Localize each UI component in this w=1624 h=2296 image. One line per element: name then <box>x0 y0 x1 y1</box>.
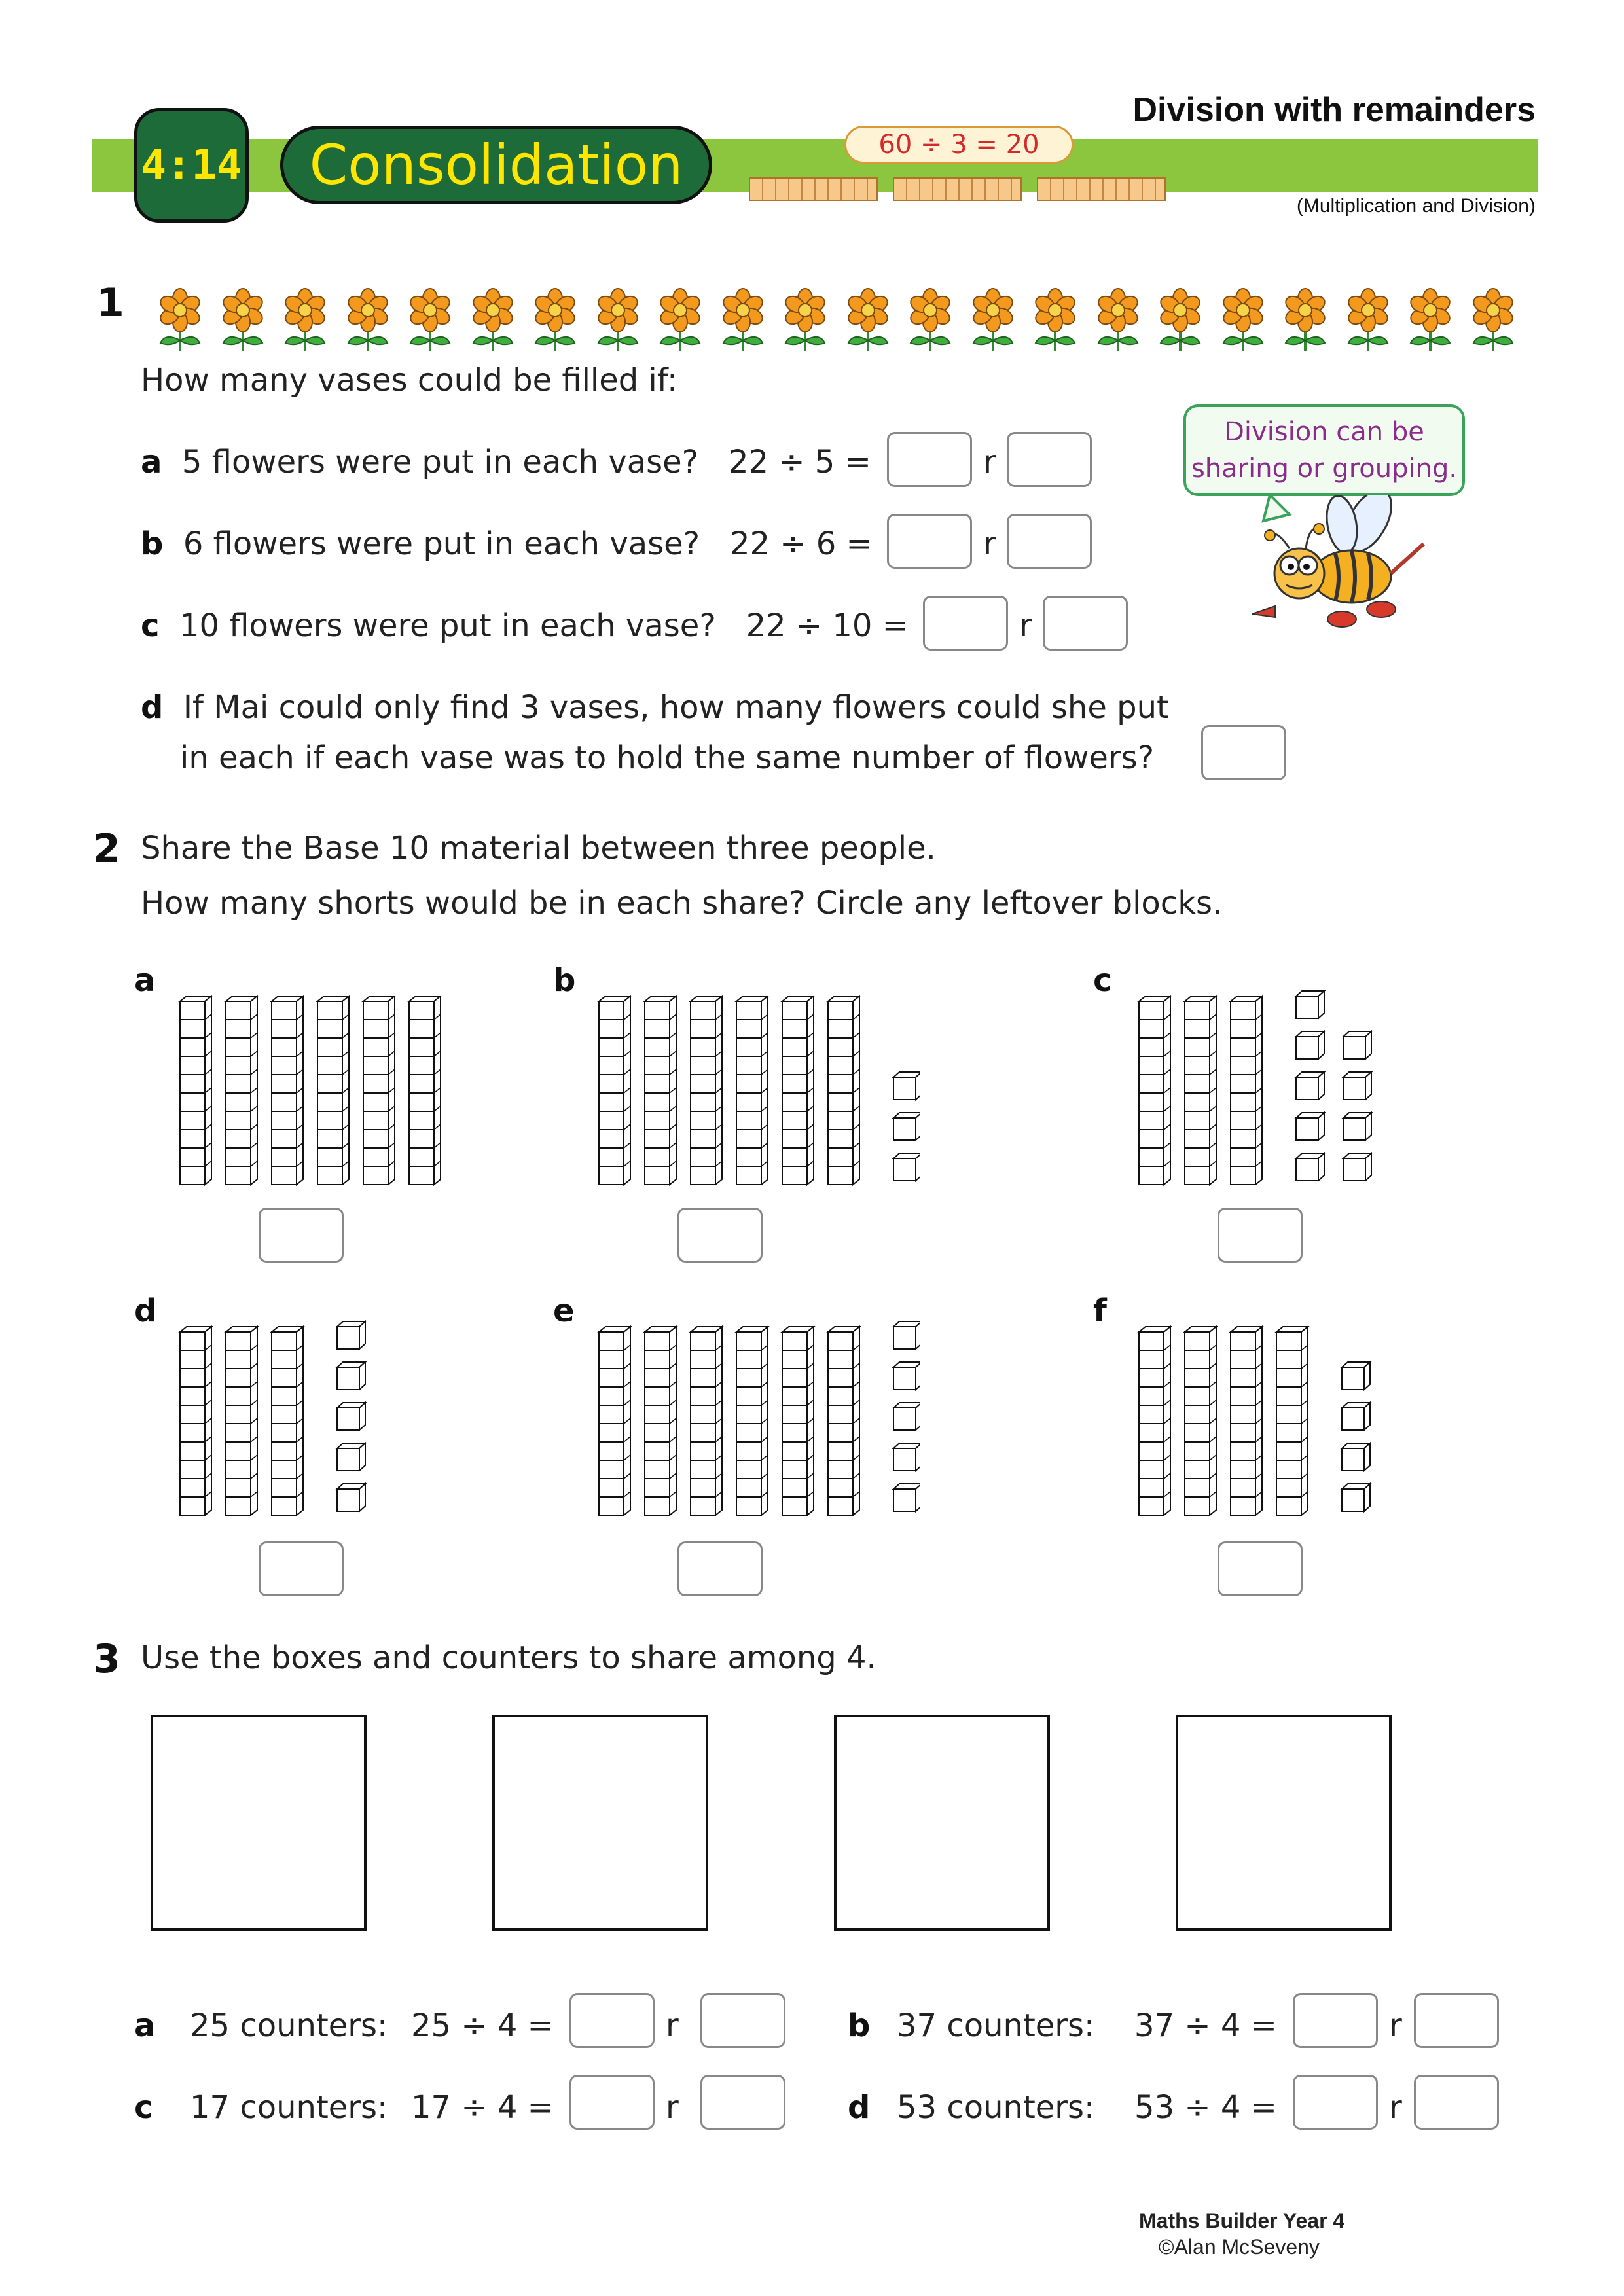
base10-long <box>828 1327 859 1515</box>
flower-icon <box>1464 288 1523 353</box>
q1c-equation: 22 ÷ 10 = <box>746 607 909 644</box>
base10-cube <box>893 1484 920 1511</box>
base10-long <box>1231 1327 1262 1515</box>
q3b-quotient-box[interactable] <box>1293 1993 1378 2048</box>
flower-icon <box>338 288 397 353</box>
item-letter: b <box>848 2007 871 2044</box>
base10-cube <box>1296 1113 1324 1140</box>
q3a-label: 25 counters: <box>190 2007 388 2044</box>
q1-prompt: How many vases could be filled if: <box>141 362 678 399</box>
item-letter: d <box>848 2089 871 2126</box>
flower-icon <box>151 288 209 353</box>
q1a-quotient-box[interactable] <box>887 432 972 487</box>
q1b-row <box>141 526 873 562</box>
item-letter: f <box>1093 1293 1107 1329</box>
base10-long <box>1185 1327 1216 1515</box>
base10-cube <box>893 1403 920 1430</box>
remainder-label: r <box>1389 2089 1402 2126</box>
flower-icon <box>1214 288 1272 353</box>
flower-icon <box>1089 288 1147 353</box>
q3d-equation: 53 ÷ 4 = <box>1134 2089 1277 2126</box>
q1c-remainder-box[interactable] <box>1043 596 1128 651</box>
base10-long <box>180 996 211 1185</box>
base10-cube <box>337 1403 365 1430</box>
q1d-text-line1: If Mai could only find 3 vases, how many flowers could she put <box>183 689 1169 726</box>
flower-icon <box>964 288 1022 353</box>
base10-long <box>691 1327 722 1515</box>
base10-cube <box>893 1321 920 1349</box>
share-answer-box[interactable] <box>677 1208 763 1263</box>
base10-cube <box>1343 1031 1371 1059</box>
item-letter: e <box>553 1293 575 1329</box>
base10-long <box>1276 1327 1308 1515</box>
remainder-label: r <box>1019 607 1032 644</box>
base10-long <box>736 996 768 1185</box>
base10-cube <box>1343 1072 1371 1100</box>
base10-cube <box>337 1321 365 1349</box>
base10-long <box>317 996 349 1185</box>
tip-line-2: sharing or grouping. <box>1191 454 1458 484</box>
base10-blocks <box>592 975 920 1191</box>
base10-cube <box>337 1362 365 1390</box>
q1d-answer-box[interactable] <box>1201 725 1286 780</box>
share-box-4[interactable] <box>1176 1715 1392 1931</box>
q1a-equation: 22 ÷ 5 = <box>728 444 871 480</box>
remainder-label: r <box>983 444 996 480</box>
question-number: 2 <box>93 826 120 872</box>
base10-cube <box>1342 1484 1370 1511</box>
flower-icon <box>276 288 334 353</box>
base10-long <box>645 1327 676 1515</box>
example-equation: 60 ÷ 3 = 20 <box>844 126 1074 164</box>
q2-line1: Share the Base 10 material between three people. <box>141 830 936 867</box>
base10-long <box>782 996 814 1185</box>
base10-cube <box>1343 1113 1371 1140</box>
q3c-remainder-box[interactable] <box>700 2075 785 2130</box>
item-letter: a <box>134 2007 156 2044</box>
base10-cube <box>1343 1153 1371 1181</box>
remainder-label: r <box>983 526 996 562</box>
q3d-remainder-box[interactable] <box>1414 2075 1499 2130</box>
bee-mascot-icon <box>1244 495 1453 645</box>
tip-speech-bubble <box>1183 404 1465 496</box>
base10-long <box>409 996 441 1185</box>
q3b-equation: 37 ÷ 4 = <box>1134 2007 1277 2044</box>
remainder-label: r <box>666 2089 679 2126</box>
flower-icon <box>651 288 710 353</box>
share-answer-box[interactable] <box>1218 1541 1303 1596</box>
remainder-label: r <box>666 2007 679 2044</box>
base10-blocks <box>1132 975 1460 1191</box>
item-letter: c <box>1093 962 1112 999</box>
base10-cube <box>893 1153 920 1181</box>
share-answer-box[interactable] <box>259 1541 344 1596</box>
q1d-line1 <box>141 689 1169 726</box>
share-answer-box[interactable] <box>259 1208 344 1263</box>
q3a-remainder-box[interactable] <box>700 1993 785 2048</box>
q3c-quotient-box[interactable] <box>569 2075 655 2130</box>
base10-longs-icon <box>746 171 1172 203</box>
base10-long <box>226 996 257 1185</box>
base10-long <box>1185 996 1216 1185</box>
item-letter: b <box>141 526 164 562</box>
item-letter: d <box>134 1293 157 1329</box>
remainder-label: r <box>1389 2007 1402 2044</box>
flower-icon <box>213 288 272 353</box>
base10-cube <box>1296 1153 1324 1181</box>
footer-book-title: Maths Builder Year 4 <box>1139 2209 1345 2233</box>
base10-long <box>180 1327 211 1515</box>
item-letter: a <box>141 444 162 480</box>
q3-prompt: Use the boxes and counters to share among 4. <box>141 1640 876 1676</box>
base10-long <box>782 1327 814 1515</box>
base10-cube <box>1296 1072 1324 1100</box>
flower-icon <box>901 288 960 353</box>
base10-long <box>691 996 722 1185</box>
base10-long <box>363 996 395 1185</box>
q1c-text: 10 flowers were put in each vase? <box>179 607 716 644</box>
base10-blocks <box>592 1306 920 1522</box>
footer-author: ©Alan McSeveny <box>1159 2235 1320 2259</box>
share-box-2[interactable] <box>492 1715 708 1931</box>
lesson-title: Consolidation <box>280 126 712 204</box>
q3a-equation: 25 ÷ 4 = <box>411 2007 554 2044</box>
page-topic: Division with remainders <box>1132 91 1536 129</box>
base10-long <box>1139 1327 1170 1515</box>
q1c-row <box>141 607 909 644</box>
flower-icon <box>1339 288 1398 353</box>
base10-long <box>599 996 630 1185</box>
q1b-quotient-box[interactable] <box>887 514 972 569</box>
base10-long <box>226 1327 257 1515</box>
share-box-3[interactable] <box>834 1715 1050 1931</box>
base10-cube <box>1296 991 1324 1018</box>
base10-long <box>1139 996 1170 1185</box>
base10-cube <box>1342 1443 1370 1471</box>
q1c-quotient-box[interactable] <box>923 596 1008 651</box>
base10-cube <box>1342 1403 1370 1430</box>
q1a-remainder-box[interactable] <box>1007 432 1092 487</box>
flower-icon <box>401 288 460 353</box>
q3b-remainder-box[interactable] <box>1414 1993 1499 2048</box>
tip-line-1: Division can be <box>1224 417 1424 447</box>
flower-icon <box>1276 288 1335 353</box>
q1d-text-line2: in each if each vase was to hold the same number of flowers? <box>180 740 1155 776</box>
q1b-text: 6 flowers were put in each vase? <box>183 526 700 562</box>
q1b-equation: 22 ÷ 6 = <box>729 526 873 562</box>
item-letter: d <box>141 689 164 726</box>
flower-icon <box>526 288 585 353</box>
flower-icon <box>1151 288 1210 353</box>
base10-long <box>272 996 303 1185</box>
q3c-label: 17 counters: <box>190 2089 388 2126</box>
base10-cube <box>893 1072 920 1100</box>
base10-blocks <box>173 975 501 1191</box>
base10-cube <box>1342 1362 1370 1390</box>
base10-long <box>272 1327 303 1515</box>
flower-icon <box>776 288 835 353</box>
flower-icon <box>839 288 897 353</box>
base10-cube <box>337 1443 365 1471</box>
q3c-equation: 17 ÷ 4 = <box>411 2089 554 2126</box>
base10-cube <box>337 1484 365 1511</box>
q3d-label: 53 counters: <box>897 2089 1095 2126</box>
item-letter: c <box>141 607 160 644</box>
q3b-label: 37 counters: <box>897 2007 1095 2044</box>
base10-long <box>645 996 676 1185</box>
strand-label: (Multiplication and Division) <box>1296 195 1536 217</box>
item-letter: a <box>134 962 156 999</box>
item-letter: c <box>134 2089 153 2126</box>
share-answer-box[interactable] <box>677 1541 763 1596</box>
base10-long <box>1231 996 1262 1185</box>
base10-cube <box>893 1443 920 1471</box>
base10-cube <box>893 1362 920 1390</box>
q3a-quotient-box[interactable] <box>569 1993 655 2048</box>
q1a-row <box>141 444 871 480</box>
lesson-code-badge: 4:14 <box>134 108 249 223</box>
flower-icon <box>713 288 772 353</box>
question-number: 3 <box>93 1636 120 1682</box>
q1a-text: 5 flowers were put in each vase? <box>181 444 699 480</box>
base10-long <box>828 996 859 1185</box>
base10-long <box>736 1327 768 1515</box>
share-box-1[interactable] <box>151 1715 367 1931</box>
q2-line2: How many shorts would be in each share? Circle any leftover blocks. <box>141 885 1223 922</box>
flower-icon <box>1026 288 1085 353</box>
flower-icon <box>463 288 522 353</box>
base10-cube <box>893 1113 920 1140</box>
q3d-quotient-box[interactable] <box>1293 2075 1378 2130</box>
base10-blocks <box>1132 1306 1460 1522</box>
item-letter: b <box>553 962 576 999</box>
share-answer-box[interactable] <box>1218 1208 1303 1263</box>
question-number: 1 <box>97 280 124 326</box>
flower-icon <box>588 288 647 353</box>
base10-blocks <box>173 1306 501 1522</box>
q1b-remainder-box[interactable] <box>1007 514 1092 569</box>
base10-cube <box>1296 1031 1324 1059</box>
flower-icon <box>1401 288 1460 353</box>
base10-long <box>599 1327 630 1515</box>
